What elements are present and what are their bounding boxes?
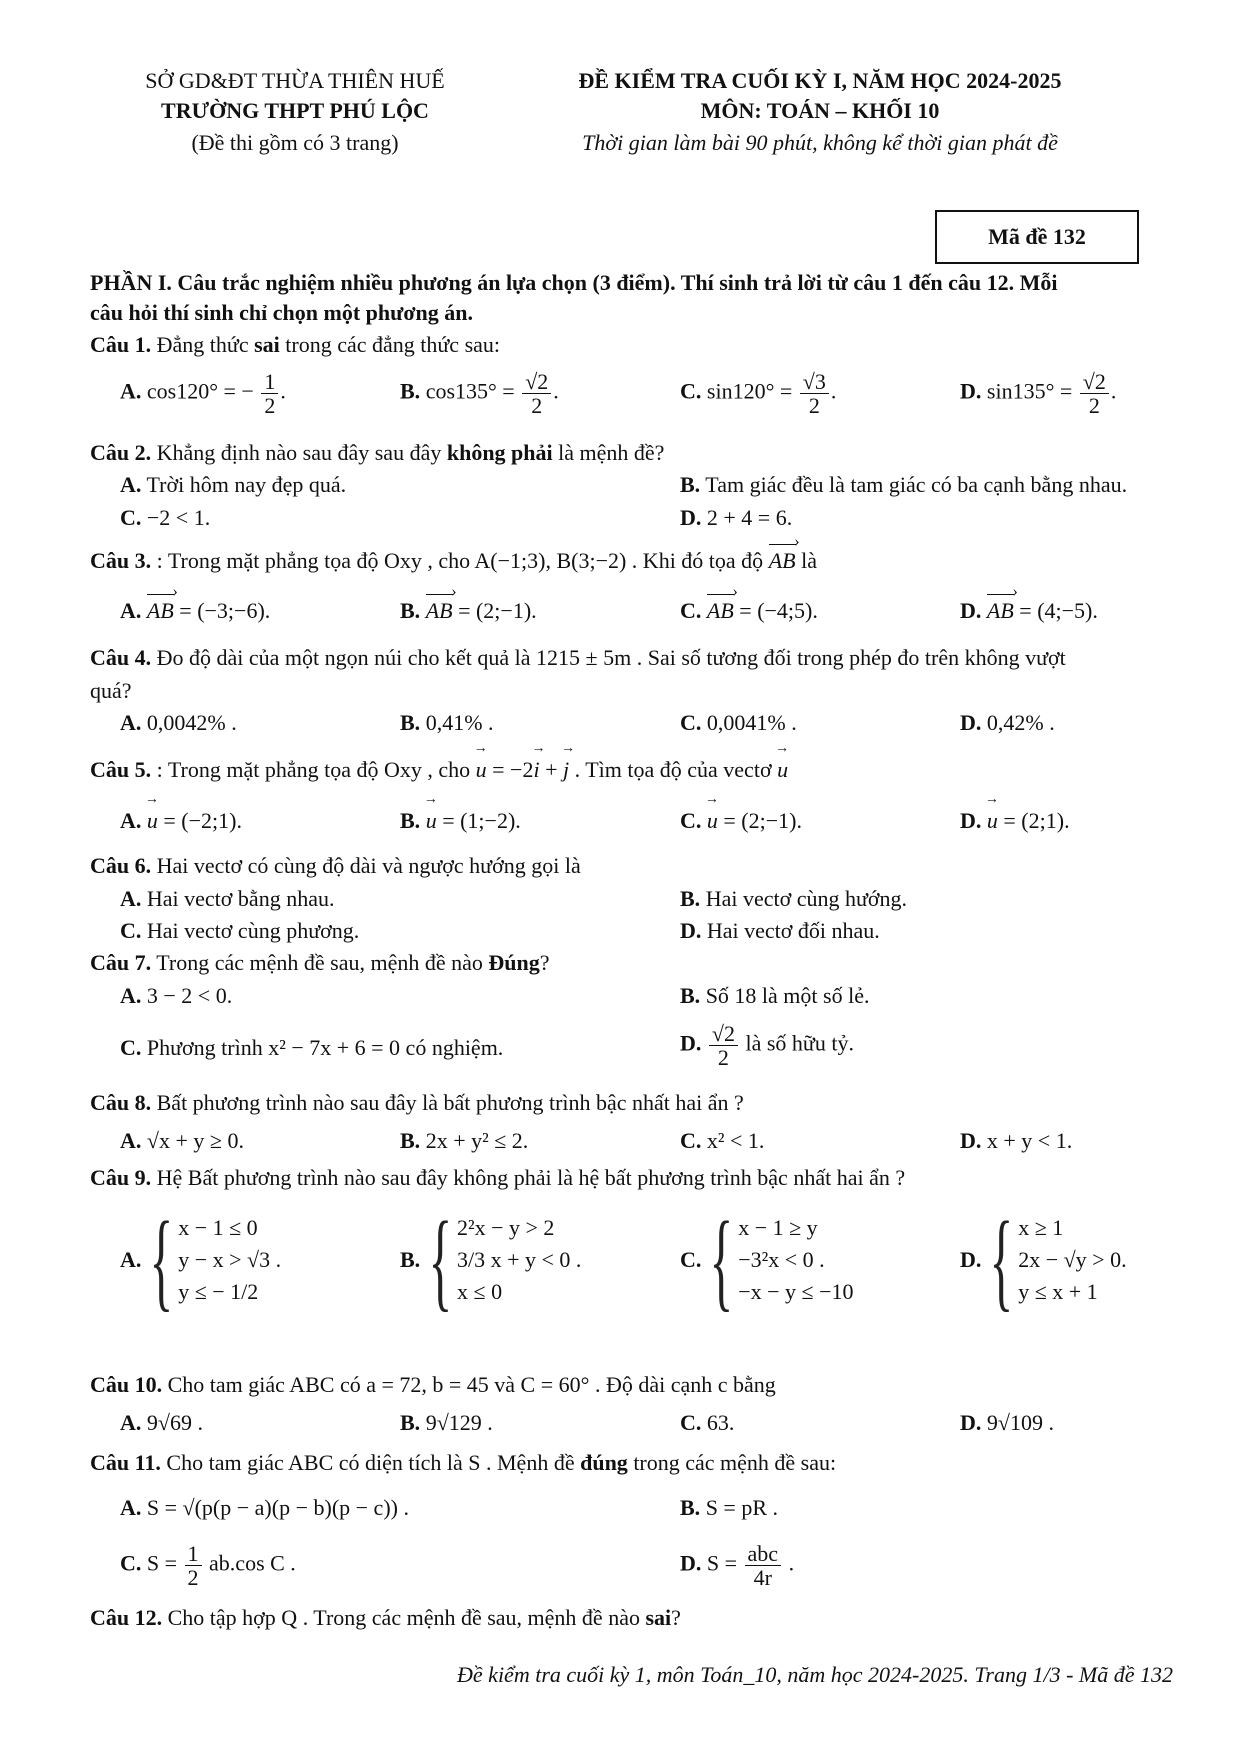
- school-department: SỞ GD&ĐT THỪA THIÊN HUẾ: [145, 68, 445, 93]
- q9-option-a: [120, 1199, 282, 1321]
- q10-option-a: [120, 1410, 203, 1436]
- q8-option-b: [400, 1128, 528, 1154]
- q12-bold: sai: [645, 1605, 672, 1630]
- q5-option-d: [960, 808, 1070, 834]
- q9-option-c: [680, 1199, 854, 1321]
- q1-a-label: A.: [120, 378, 142, 404]
- q5-vec-u-2: → u: [777, 757, 788, 783]
- q2-option-b: [680, 472, 1127, 498]
- question-4: [90, 645, 1066, 671]
- q1-c-expr: sin120° =: [706, 378, 793, 404]
- q2-a-text: Trời hôm nay đẹp quá.: [146, 472, 347, 497]
- q3-a-label: A.: [120, 598, 142, 623]
- q9-a-brace: {: [149, 1199, 174, 1321]
- q7-b-label: B.: [680, 983, 701, 1008]
- q5-a-label: A.: [120, 808, 142, 833]
- q11-text-b: trong các mệnh đề sau:: [633, 1450, 837, 1475]
- q4-a-text: 0,0042% .: [146, 710, 237, 735]
- q1-d-num: √2: [1080, 370, 1109, 394]
- q9-b-label: B.: [400, 1247, 421, 1272]
- q1-a-num: 1: [261, 370, 278, 394]
- q2-text-a: Khẳng định nào sau đây sau đây: [156, 440, 442, 465]
- q8-a-label: A.: [120, 1128, 142, 1153]
- q1-b-expr: cos135° =: [425, 378, 515, 404]
- q5-vec-i: → i: [533, 757, 539, 783]
- q6-c-label: C.: [120, 918, 142, 943]
- q11-option-a: [120, 1495, 409, 1521]
- q9-a-label: A.: [120, 1247, 142, 1272]
- q9-label: Câu 9.: [90, 1165, 152, 1190]
- q10-label: Câu 10.: [90, 1372, 163, 1397]
- q6-a-label: A.: [120, 886, 142, 911]
- q2-text-b: là mệnh đề?: [558, 440, 665, 465]
- q1-option-d: D. sin135° = $\frac{√2}{2}$ .: [960, 369, 1117, 419]
- q9-d-line2: 2x − √y > 0.: [1018, 1247, 1127, 1272]
- q7-option-c: [120, 1035, 503, 1061]
- q1-b-label: B.: [400, 378, 421, 404]
- q2-bold: không phải: [446, 440, 553, 465]
- q1-b-num: √2: [522, 370, 551, 394]
- q7-c-label: C.: [120, 1035, 142, 1060]
- q3-d-label: D.: [960, 598, 982, 623]
- exam-code-box: Mã đề 132: [935, 210, 1139, 264]
- q4-option-d: [960, 710, 1055, 736]
- q9-d-line3: y ≤ x + 1: [1018, 1279, 1098, 1304]
- question-1: [90, 332, 500, 358]
- q1-bold: sai: [254, 332, 280, 357]
- q4-c-label: C.: [680, 710, 702, 735]
- q7-label: Câu 7.: [90, 950, 152, 975]
- q12-label: Câu 12.: [90, 1605, 163, 1630]
- q1-label: Câu 1.: [90, 332, 152, 357]
- q3-a-text: = (−3;−6).: [179, 598, 271, 623]
- q10-d-text: 9√109 .: [986, 1410, 1054, 1435]
- q5-d-label: D.: [960, 808, 982, 833]
- q9-b-line3: x ≤ 0: [457, 1279, 503, 1304]
- q7-d-frac: [709, 1022, 738, 1069]
- q5-text-b: . Tìm tọa độ của vectơ: [574, 757, 772, 782]
- q2-c-text: −2 < 1.: [146, 505, 211, 530]
- q5-vec-j: → j: [563, 757, 569, 783]
- q7-d-label: D.: [680, 1030, 702, 1056]
- q4-d-text: 0,42% .: [986, 710, 1055, 735]
- q4-d-label: D.: [960, 710, 982, 735]
- q6-option-a: [120, 886, 334, 912]
- q1-option-b: B. cos135° = $\frac{√2}{2}$ .: [400, 369, 559, 419]
- q9-option-d: [960, 1199, 1127, 1321]
- q9-b-brace: {: [428, 1199, 453, 1321]
- q8-label: Câu 8.: [90, 1090, 152, 1115]
- q1-text-a: Đẳng thức: [156, 332, 249, 357]
- q9-b-line2: 3/3 x + y < 0 .: [457, 1247, 582, 1272]
- q11-text-a: Cho tam giác ABC có diện tích là S . Mệnh đề: [166, 1450, 575, 1475]
- time-note: Thời gian làm bài 90 phút, không kể thời gian phát đề: [582, 130, 1058, 155]
- q7-text-a: Trong các mệnh đề sau, mệnh đề nào: [156, 950, 483, 975]
- q7-a-label: A.: [120, 983, 142, 1008]
- q9-c-line1: x − 1 ≥ y: [738, 1215, 818, 1240]
- q1-c-den: 2: [808, 393, 820, 419]
- q11-option-b: [680, 1495, 778, 1521]
- q11-bold: đúng: [580, 1450, 628, 1475]
- q5-d-vec: → u: [987, 808, 998, 834]
- q11-a-text: S = √(p(p − a)(p − b)(p − c)) .: [146, 1495, 409, 1520]
- q1-a-frac: [261, 370, 278, 417]
- q1-option-a: A. cos120° = − $\frac{1}{2}$ .: [120, 369, 286, 419]
- q5-b-label: B.: [400, 808, 421, 833]
- q3-c-vec: AB ›: [707, 598, 734, 624]
- q9-a-line2: y − x > √3 .: [178, 1247, 282, 1272]
- q8-d-text: x + y < 1.: [986, 1128, 1073, 1153]
- q3-b-text: = (2;−1).: [458, 598, 537, 623]
- q8-c-text: x² < 1.: [706, 1128, 765, 1153]
- q11-b-text: S = pR .: [705, 1495, 779, 1520]
- q2-b-text: Tam giác đều là tam giác có ba cạnh bằng nhau.: [705, 472, 1128, 497]
- q9-b-line1: 2²x − y > 2: [457, 1215, 555, 1240]
- q6-d-text: Hai vectơ đối nhau.: [706, 918, 880, 943]
- q8-option-d: [960, 1128, 1072, 1154]
- q9-c-label: C.: [680, 1247, 702, 1272]
- q11-d-post: .: [788, 1550, 795, 1576]
- q4-option-a: [120, 710, 237, 736]
- q4-c-text: 0,0041% .: [706, 710, 797, 735]
- q6-option-c: [120, 918, 359, 944]
- q11-label: Câu 11.: [90, 1450, 161, 1475]
- q8-b-label: B.: [400, 1128, 421, 1153]
- q7-text-b: ?: [539, 950, 550, 975]
- q3-a-vec: AB ›: [147, 598, 174, 624]
- q11-c-frac: [185, 1542, 202, 1589]
- q6-b-text: Hai vectơ cùng hướng.: [705, 886, 908, 911]
- q5-c-vec: → u: [707, 808, 718, 834]
- q2-option-c: [120, 505, 210, 531]
- q7-c-text: Phương trình x² − 7x + 6 = 0 có nghiệm.: [146, 1035, 504, 1060]
- q11-d-num: abc: [745, 1542, 782, 1566]
- question-5: [90, 757, 788, 783]
- q1-c-frac: [800, 370, 829, 417]
- q1-d-label: D.: [960, 378, 982, 404]
- q3-option-b: [400, 598, 537, 624]
- q10-b-label: B.: [400, 1410, 421, 1435]
- q7-option-d: [680, 1022, 854, 1069]
- q5-a-vec: → u: [147, 808, 158, 834]
- q1-c-label: C.: [680, 378, 702, 404]
- q9-a-line3: y ≤ − 1/2: [178, 1279, 259, 1304]
- question-3: [90, 548, 817, 574]
- q1-a-expr: cos120° = −: [146, 378, 254, 404]
- q5-b-vec: → u: [426, 808, 437, 834]
- q6-a-text: Hai vectơ bằng nhau.: [146, 886, 335, 911]
- q5-c-text: = (2;−1).: [723, 808, 802, 833]
- q4-label: Câu 4.: [90, 645, 152, 670]
- q7-b-text: Số 18 là một số lẻ.: [705, 983, 870, 1008]
- q10-d-label: D.: [960, 1410, 982, 1435]
- part1-title-2: câu hỏi thí sinh chỉ chọn một phương án.: [90, 300, 473, 325]
- q1-a-den: 2: [264, 393, 276, 419]
- q6-text: Hai vectơ có cùng độ dài và ngược hướng gọi là: [156, 853, 581, 878]
- q3-text: : Trong mặt phẳng tọa độ Oxy , cho A(−1;3), B(3;−2) . Khi đó tọa độ: [156, 548, 764, 573]
- q7-bold: Đúng: [488, 950, 540, 975]
- q2-a-label: A.: [120, 472, 142, 497]
- q1-text-b: trong các đẳng thức sau:: [285, 332, 501, 357]
- q5-vec-u: → u: [476, 757, 487, 783]
- q12-text-a: Cho tập hợp Q . Trong các mệnh đề sau, mệnh đề nào: [167, 1605, 640, 1630]
- q4-text-2: quá?: [90, 678, 132, 703]
- question-8: [90, 1090, 744, 1116]
- q5-option-b: [400, 808, 521, 834]
- question-6: [90, 853, 581, 879]
- q2-label: Câu 2.: [90, 440, 152, 465]
- q1-b-frac: [522, 370, 551, 417]
- q5-eq: = −2: [492, 757, 534, 782]
- q11-d-den: 4r: [753, 1565, 772, 1591]
- q3-label: Câu 3.: [90, 548, 152, 573]
- q9-c-brace: {: [709, 1199, 734, 1321]
- q4-b-label: B.: [400, 710, 421, 735]
- q11-c-post: ab.cos C .: [209, 1550, 296, 1576]
- q10-text: Cho tam giác ABC có a = 72, b = 45 và C = 60° . Độ dài cạnh c bằng: [167, 1372, 776, 1397]
- q11-c-num: 1: [185, 1542, 202, 1566]
- q11-c-den: 2: [187, 1565, 199, 1591]
- q8-option-a: [120, 1128, 244, 1154]
- q4-b-text: 0,41% .: [425, 710, 494, 735]
- question-9: [90, 1165, 905, 1191]
- q9-d-brace: {: [989, 1199, 1014, 1321]
- question-10: [90, 1372, 776, 1398]
- q12-text-b: ?: [671, 1605, 681, 1630]
- q10-c-text: 63.: [706, 1410, 735, 1435]
- q2-option-d: [680, 505, 792, 531]
- q4-text: Đo độ dài của một ngọn núi cho kết quả là 1215 ± 5m . Sai số tương đối trong phép đo trên không vượt: [156, 645, 1066, 670]
- q1-b-den: 2: [531, 393, 543, 419]
- q8-option-c: [680, 1128, 764, 1154]
- page-count-note: (Đề thi gồm có 3 trang): [191, 130, 399, 155]
- q3-c-text: = (−4;5).: [739, 598, 818, 623]
- q10-b-text: 9√129 .: [425, 1410, 493, 1435]
- q7-d-den: 2: [717, 1045, 729, 1071]
- q8-text: Bất phương trình nào sau đây là bất phương trình bậc nhất hai ẩn ?: [156, 1090, 744, 1115]
- q11-a-label: A.: [120, 1495, 142, 1520]
- q7-option-b: [680, 983, 869, 1009]
- q3-option-c: [680, 598, 818, 624]
- q4-option-c: [680, 710, 797, 736]
- q5-plus: +: [545, 757, 558, 782]
- q1-d-expr: sin135° =: [986, 378, 1073, 404]
- school-name: TRƯỜNG THPT PHÚ LỘC: [161, 98, 429, 123]
- q9-c-line2: −3²x < 0 .: [738, 1247, 825, 1272]
- q10-option-d: [960, 1410, 1054, 1436]
- q3-b-vec: AB ›: [426, 598, 453, 624]
- q5-option-a: [120, 808, 242, 834]
- q7-d-num: √2: [709, 1022, 738, 1046]
- q8-b-text: 2x + y² ≤ 2.: [425, 1128, 529, 1153]
- q3-d-vec: AB ›: [987, 598, 1014, 624]
- exam-title: ĐỀ KIỂM TRA CUỐI KỲ I, NĂM HỌC 2024-2025: [578, 68, 1062, 93]
- q10-option-c: [680, 1410, 734, 1436]
- question-2: [90, 440, 664, 466]
- q7-a-text: 3 − 2 < 0.: [146, 983, 233, 1008]
- q6-option-b: [680, 886, 907, 912]
- q2-option-a: [120, 472, 346, 498]
- q5-b-text: = (1;−2).: [442, 808, 521, 833]
- q6-c-text: Hai vectơ cùng phương.: [146, 918, 360, 943]
- q5-c-label: C.: [680, 808, 702, 833]
- q11-d-label: D.: [680, 1550, 702, 1576]
- q10-a-text: 9√69 .: [146, 1410, 203, 1435]
- q9-d-line1: x ≥ 1: [1018, 1215, 1064, 1240]
- q2-c-label: C.: [120, 505, 142, 530]
- q10-a-label: A.: [120, 1410, 142, 1435]
- q11-c-label: C.: [120, 1550, 142, 1576]
- q6-label: Câu 6.: [90, 853, 152, 878]
- q2-d-label: D.: [680, 505, 702, 530]
- q5-text-a: : Trong mặt phẳng tọa độ Oxy , cho: [156, 757, 471, 782]
- page-footer: Đề kiểm tra cuối kỳ 1, môn Toán_10, năm học 2024-2025. Trang 1/3 - Mã đề 132: [457, 1662, 1173, 1687]
- q5-d-text: = (2;1).: [1003, 808, 1070, 833]
- q2-d-text: 2 + 4 = 6.: [706, 505, 793, 530]
- q4-option-b: [400, 710, 494, 736]
- q3-tail: là: [801, 548, 817, 573]
- q10-option-b: [400, 1410, 493, 1436]
- q1-c-num: √3: [800, 370, 829, 394]
- subject-line: MÔN: TOÁN – KHỐI 10: [700, 98, 940, 123]
- q11-option-d: [680, 1542, 794, 1589]
- q7-option-a: [120, 983, 232, 1009]
- q3-vector-ab: AB ›: [769, 548, 796, 574]
- q8-a-text: √x + y ≥ 0.: [146, 1128, 244, 1153]
- q9-c-line3: −x − y ≤ −10: [738, 1279, 854, 1304]
- q11-b-label: B.: [680, 1495, 701, 1520]
- question-12: [90, 1605, 681, 1631]
- q1-d-frac: [1080, 370, 1109, 417]
- q9-option-b: [400, 1199, 582, 1321]
- q8-c-label: C.: [680, 1128, 702, 1153]
- q6-option-d: [680, 918, 880, 944]
- q3-option-d: [960, 598, 1098, 624]
- q1-option-c: C. sin120° = $\frac{√3}{2}$ .: [680, 369, 837, 419]
- question-7: [90, 950, 550, 976]
- question-11: [90, 1450, 836, 1476]
- q6-d-label: D.: [680, 918, 702, 943]
- q1-d-den: 2: [1088, 393, 1100, 419]
- q9-a-line1: x − 1 ≤ 0: [178, 1215, 258, 1240]
- q5-label: Câu 5.: [90, 757, 152, 782]
- q9-text: Hệ Bất phương trình nào sau đây không phải là hệ bất phương trình bậc nhất hai ẩn ?: [156, 1165, 906, 1190]
- q3-c-label: C.: [680, 598, 702, 623]
- q5-option-c: [680, 808, 802, 834]
- q2-b-label: B.: [680, 472, 701, 497]
- q7-d-text: là số hữu tỷ.: [745, 1030, 854, 1056]
- q3-b-label: B.: [400, 598, 421, 623]
- part1-title: PHẦN I. Câu trắc nghiệm nhiều phương án lựa chọn (3 điểm). Thí sinh trả lời từ câu 1 đến câu 12. Mỗi: [90, 270, 1058, 295]
- q11-c-pre: S =: [146, 1550, 178, 1576]
- q11-d-frac: [745, 1542, 782, 1589]
- q8-d-label: D.: [960, 1128, 982, 1153]
- q9-d-label: D.: [960, 1247, 982, 1272]
- q11-option-c: [120, 1542, 296, 1589]
- q6-b-label: B.: [680, 886, 701, 911]
- q11-d-pre: S =: [706, 1550, 738, 1576]
- q5-a-text: = (−2;1).: [163, 808, 242, 833]
- q3-d-text: = (4;−5).: [1019, 598, 1098, 623]
- q4-a-label: A.: [120, 710, 142, 735]
- q10-c-label: C.: [680, 1410, 702, 1435]
- q3-option-a: [120, 598, 270, 624]
